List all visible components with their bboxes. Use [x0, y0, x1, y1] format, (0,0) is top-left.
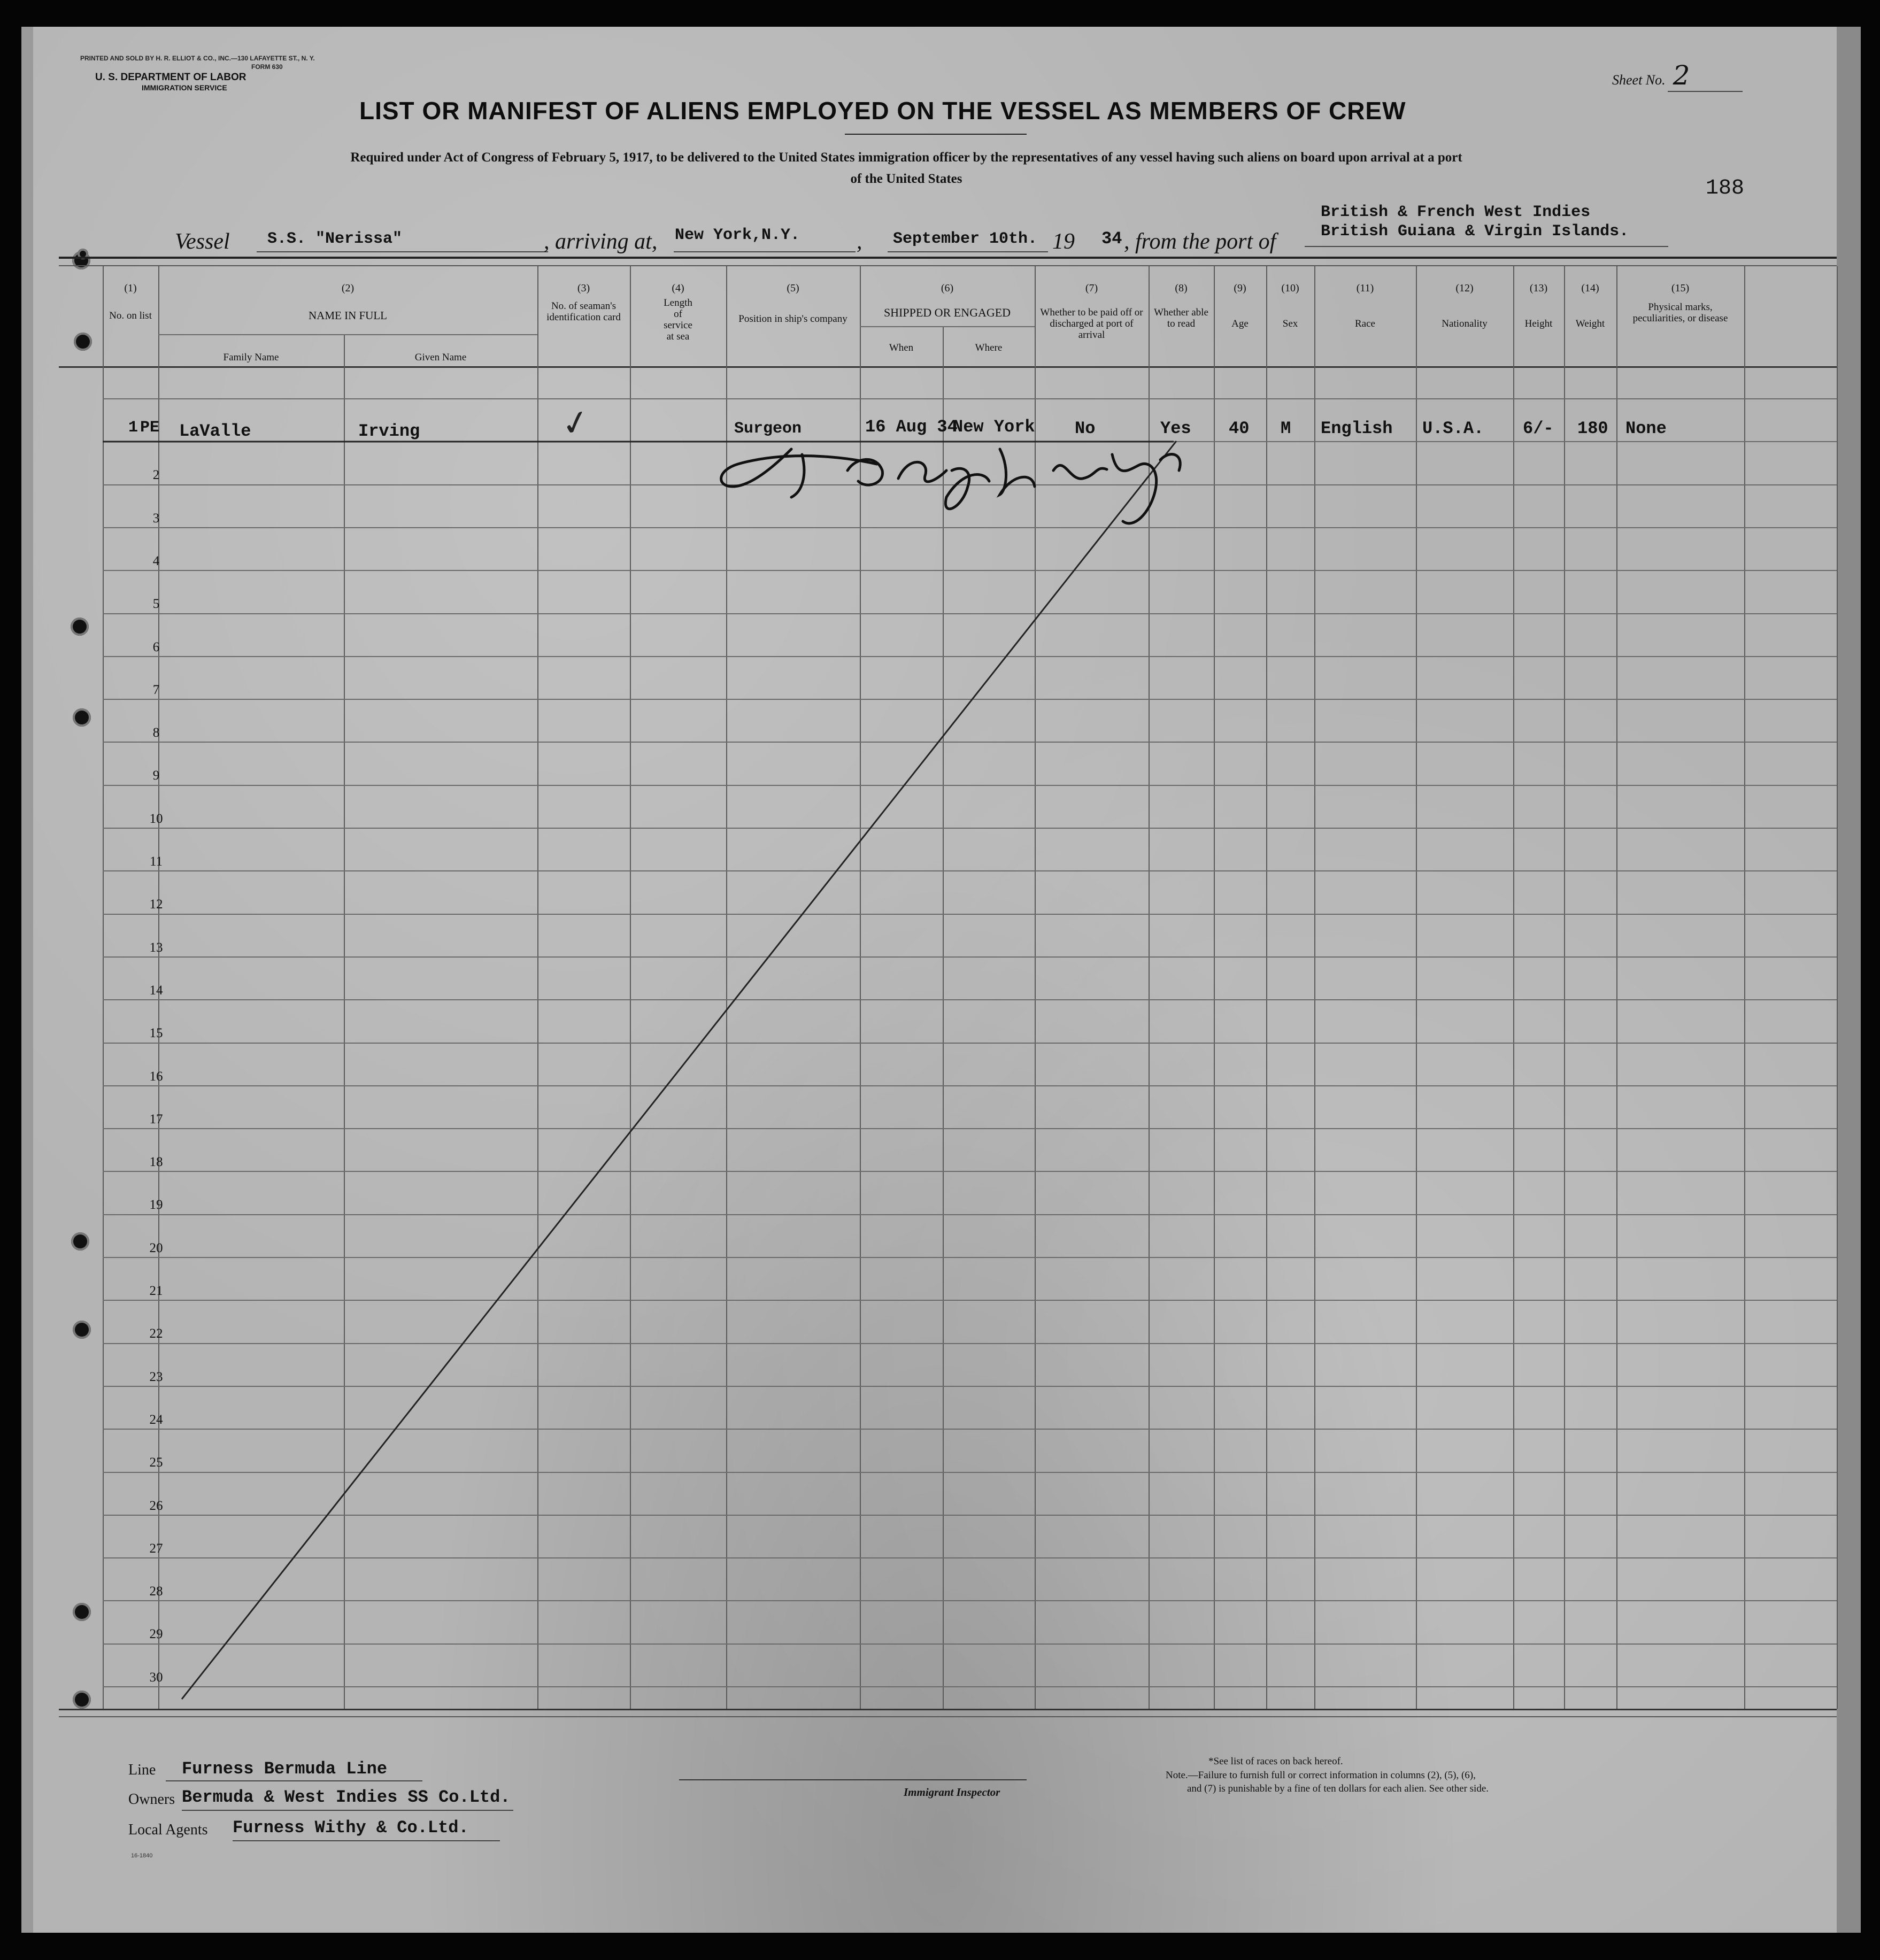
- shipped-where-header: Where: [975, 342, 1003, 353]
- entry-nationality: U.S.A.: [1422, 419, 1484, 438]
- row-number: 6: [152, 640, 160, 654]
- row-number: 17: [149, 1112, 163, 1126]
- row-number: 29: [149, 1627, 163, 1641]
- given-name-header: Given Name: [414, 352, 467, 363]
- col-13-number: (13): [1529, 282, 1548, 294]
- col-3-number: (3): [577, 282, 590, 294]
- row-number: 2: [152, 468, 160, 482]
- row-number: 20: [149, 1241, 163, 1255]
- printer-line: PRINTED AND SOLD BY H. R. ELLIOT & CO., INC.—130 LAFAYETTE ST., N. Y.: [80, 55, 315, 62]
- entry-family-name: LaValle: [179, 421, 251, 441]
- row-number: 24: [149, 1413, 163, 1427]
- col-2-number: (2): [341, 282, 355, 294]
- arrival-date: September 10th.: [893, 230, 1038, 248]
- family-name-header: Family Name: [223, 352, 279, 363]
- entry-able-to-read: Yes: [1160, 419, 1191, 438]
- col-8-header: Whether able to read: [1154, 307, 1208, 329]
- col-5-number: (5): [787, 282, 799, 294]
- row-number: 19: [149, 1198, 163, 1212]
- col-1-header: No. on list: [109, 310, 152, 321]
- manifest-sheet: [21, 27, 1861, 1933]
- row-number: 14: [149, 983, 163, 998]
- row-number: 23: [149, 1370, 163, 1384]
- col-9-number: (9): [1234, 282, 1246, 294]
- shipping-line-name: Furness Bermuda Line: [182, 1759, 388, 1779]
- entry-number: 1: [128, 419, 138, 437]
- row-number: 12: [149, 897, 163, 912]
- entry-code: PE: [140, 419, 160, 437]
- row-number: 27: [149, 1541, 163, 1556]
- col-10-number: (10): [1281, 282, 1299, 294]
- col-6-number: (6): [941, 282, 954, 294]
- col-4-number: (4): [672, 282, 684, 294]
- form-code: 16-1840: [131, 1853, 153, 1859]
- races-note: *See list of races on back hereof.: [1208, 1756, 1343, 1767]
- entry-shipped-where: New York: [953, 417, 1035, 437]
- year-value: 34: [1101, 229, 1122, 249]
- inspector-signature-line: [679, 1779, 1027, 1780]
- row-number: 3: [152, 511, 160, 526]
- inspector-signature: [721, 449, 1181, 523]
- col-7-number: (7): [1085, 282, 1098, 294]
- row-number: 11: [149, 854, 163, 869]
- departure-port-line-2: British Guiana & Virgin Islands.: [1321, 222, 1629, 241]
- form-number: FORM 630: [251, 63, 283, 71]
- col-7-header: Whether to be paid off or discharged at port of arrival: [1040, 307, 1143, 341]
- from-port-label: , from the port of: [1124, 229, 1276, 254]
- col-5-header: Position in ship's company: [738, 313, 847, 325]
- entry-physical-marks: None: [1625, 419, 1667, 438]
- col-15-number: (15): [1671, 282, 1690, 294]
- row-number: 9: [152, 768, 160, 783]
- subtitle-line-1: Required under Act of Congress of February 5, 1917, to be delivered to the United States immigration officer by the representatives of any vessel having such aliens on board upon arrival at a port: [350, 150, 1462, 165]
- col-4-header: Length of service at sea: [664, 297, 692, 342]
- page-title: LIST OR MANIFEST OF ALIENS EMPLOYED ON THE VESSEL AS MEMBERS OF CREW: [359, 97, 1406, 125]
- entry-sex: M: [1281, 419, 1291, 438]
- agents-label: Local Agents: [128, 1822, 208, 1838]
- vessel-label: Vessel: [175, 229, 230, 254]
- row-number: 18: [149, 1155, 163, 1169]
- col-10-header: Sex: [1282, 318, 1298, 329]
- vessel-name: S.S. "Nerissa": [267, 230, 403, 248]
- entry-given-name: Irving: [358, 421, 420, 441]
- entry-position: Surgeon: [734, 420, 802, 438]
- col-14-header: Weight: [1575, 318, 1605, 329]
- diagonal-cancel-line: [182, 441, 1176, 1699]
- col-1-number: (1): [124, 282, 137, 294]
- line-label: Line: [128, 1762, 156, 1778]
- row-number: 7: [152, 683, 160, 697]
- col-6-header: SHIPPED OR ENGAGED: [883, 306, 1011, 319]
- col-9-header: Age: [1231, 318, 1249, 329]
- col-13-header: Height: [1524, 318, 1553, 329]
- entry-paid-off: No: [1075, 419, 1096, 438]
- row-number: 5: [152, 597, 160, 611]
- departure-port-line-1: British & French West Indies: [1321, 203, 1591, 221]
- agents-underline: [233, 1840, 500, 1841]
- col-14-number: (14): [1581, 282, 1599, 294]
- entry-age: 40: [1229, 419, 1250, 438]
- row-number: 8: [152, 726, 160, 740]
- year-prefix: 19: [1052, 229, 1075, 254]
- row-number: 13: [149, 940, 163, 955]
- row-number: 15: [149, 1026, 163, 1040]
- line-underline: [166, 1780, 422, 1781]
- row-number: 22: [149, 1326, 163, 1341]
- arrival-port: New York,N.Y.: [675, 226, 800, 244]
- entry-shipped-when: 16 Aug 34: [865, 417, 958, 437]
- owners-name: Bermuda & West Indies SS Co.Ltd.: [182, 1787, 511, 1807]
- col-12-header: Nationality: [1442, 318, 1488, 329]
- row-number: 28: [149, 1584, 163, 1599]
- row-number: 10: [149, 812, 163, 826]
- owners-label: Owners: [128, 1791, 175, 1808]
- entry-height: 6/-: [1523, 419, 1554, 438]
- id-card-checkmark: ✓: [557, 401, 594, 446]
- entry-race: English: [1321, 419, 1393, 438]
- sheet-label: Sheet No.: [1612, 72, 1666, 88]
- comma-separator: ,: [857, 229, 862, 254]
- col-8-number: (8): [1175, 282, 1188, 294]
- col-12-number: (12): [1455, 282, 1474, 294]
- row-number: 16: [149, 1069, 163, 1084]
- owners-underline: [182, 1810, 513, 1811]
- inspector-label: Immigrant Inspector: [904, 1786, 1000, 1799]
- arriving-label: , arriving at,: [544, 229, 658, 254]
- row-number: 26: [149, 1499, 163, 1513]
- service-name: IMMIGRATION SERVICE: [142, 83, 227, 92]
- col-15-header: Physical marks, peculiarities, or disease: [1632, 302, 1728, 324]
- agents-name: Furness Withy & Co.Ltd.: [233, 1818, 469, 1838]
- fine-note-1: Note.—Failure to furnish full or correct information in columns (2), (5), (6),: [1166, 1770, 1476, 1781]
- page-stamp-number: 188: [1706, 176, 1745, 200]
- row-number: 21: [149, 1284, 163, 1298]
- department-name: U. S. DEPARTMENT OF LABOR: [95, 72, 246, 83]
- cancellation-marks: [21, 27, 1861, 1933]
- shipped-when-header: When: [889, 342, 914, 353]
- subtitle-line-2: of the United States: [850, 172, 962, 186]
- col-11-header: Race: [1355, 318, 1375, 329]
- row-number: 30: [149, 1670, 163, 1685]
- col-11-number: (11): [1356, 282, 1374, 294]
- entry-weight: 180: [1577, 419, 1608, 438]
- col-3-header: No. of seaman's identification card: [546, 300, 621, 323]
- row-number: 4: [152, 554, 160, 568]
- sheet-number: 2: [1668, 60, 1743, 92]
- fine-note-2: and (7) is punishable by a fine of ten dollars for each alien. See other side.: [1187, 1783, 1489, 1794]
- col-2-header: NAME IN FULL: [309, 309, 387, 322]
- row-number: 25: [149, 1455, 163, 1470]
